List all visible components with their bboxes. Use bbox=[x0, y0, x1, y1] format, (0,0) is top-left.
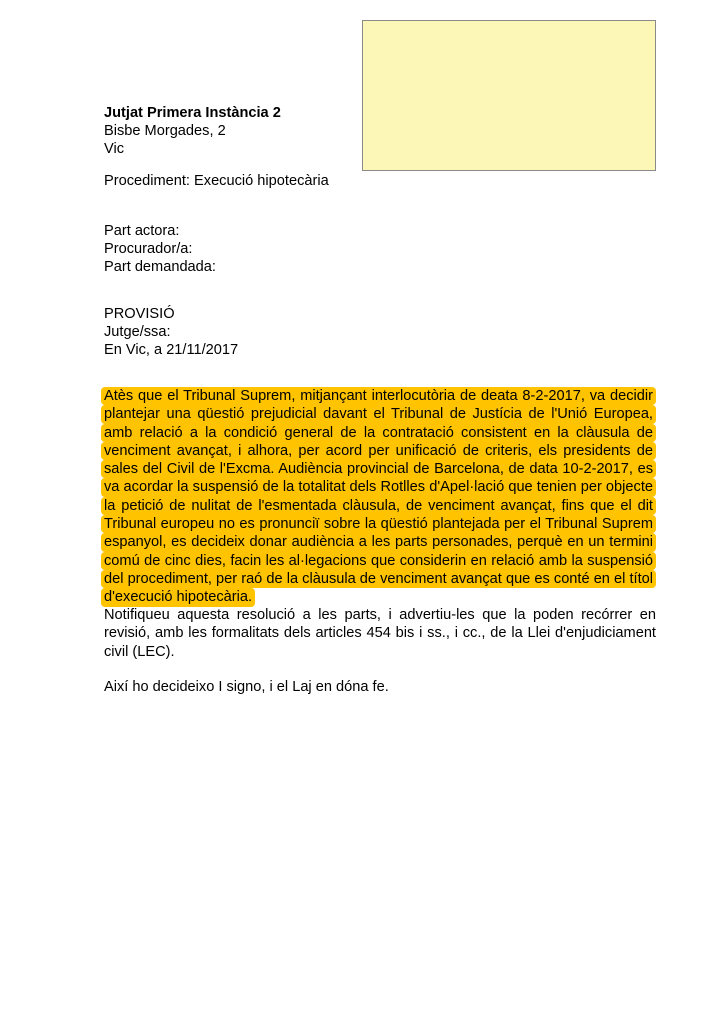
highlighted-line: espanyol, es decideix donar audiència a les parts personades, perquè en un termini bbox=[101, 533, 656, 551]
notification-line: civil (LEC). bbox=[104, 643, 175, 660]
highlighted-line: del procediment, per raó de la clàusula de venciment avançat que es conté en el títol bbox=[101, 570, 656, 588]
resolution-header bbox=[104, 305, 656, 359]
closing-text: Així ho decideixo I signo, i el Laj en dóna fe. bbox=[104, 679, 389, 695]
party-defendant: Part demandada: bbox=[104, 259, 216, 275]
highlighted-line: Tribunal europeu no es pronunciï sobre la qüestió plantejada per el Tribunal Suprem bbox=[101, 515, 656, 533]
highlighted-line: venciment avançat, i alhora, per acord per unificació de criteris, els presidents de bbox=[101, 442, 656, 460]
highlighted-line: amb relació a la condició general de la contratació consistent en la clàusula de bbox=[101, 424, 656, 442]
highlighted-paragraph bbox=[104, 387, 656, 607]
procedure-section bbox=[104, 172, 656, 190]
highlighted-line: va acordar la suspensió de la totalitat dels Rotlles d'Apel·lació que tenien per objecte bbox=[101, 478, 656, 496]
resolution-type: PROVISIÓ bbox=[104, 306, 175, 322]
highlighted-line: d'execució hipotecària. bbox=[101, 588, 255, 606]
party-actor: Part actora: bbox=[104, 223, 180, 239]
parties-section bbox=[104, 222, 656, 276]
notification-paragraph bbox=[104, 606, 656, 661]
court-name: Jutjat Primera Instància 2 bbox=[104, 105, 281, 121]
notification-line: Notifiqueu aquesta resolució a les parts, i advertiu-les que la poden recórrer en bbox=[104, 607, 656, 623]
court-address: Bisbe Morgades, 2 bbox=[104, 123, 226, 139]
highlighted-line: comú de cinc dies, facin les al·legacions que considerin en relació amb la suspensió bbox=[101, 552, 656, 570]
court-header bbox=[104, 104, 656, 158]
court-city: Vic bbox=[104, 141, 125, 157]
resolution-judge: Jutge/ssa: bbox=[104, 324, 171, 340]
procedure-label: Procediment: Execució hipotecària bbox=[104, 173, 329, 189]
closing-paragraph bbox=[104, 678, 656, 696]
highlighted-line: Atès que el Tribunal Suprem, mitjançant interlocutòria de deata 8-2-2017, va decidir bbox=[101, 387, 656, 405]
notification-line: revisió, amb les formalitats dels articles 454 bis i ss., i cc., de la Llei d'enjudiciament bbox=[104, 625, 656, 642]
party-procurator: Procurador/a: bbox=[104, 241, 193, 257]
resolution-place-date: En Vic, a 21/11/2017 bbox=[104, 342, 239, 358]
highlighted-line: plantejar una qüestió prejudicial davant el Tribunal de Justícia de l'Unió Europea, bbox=[101, 405, 656, 423]
highlighted-line: sales del Civil de l'Excma. Audiència provincial de Barcelona, de data 10-2-2017, es bbox=[101, 460, 656, 478]
highlighted-line: la petició de nulitat de l'esmentada clàusula, de venciment avançat, fins que el dit bbox=[101, 497, 656, 515]
